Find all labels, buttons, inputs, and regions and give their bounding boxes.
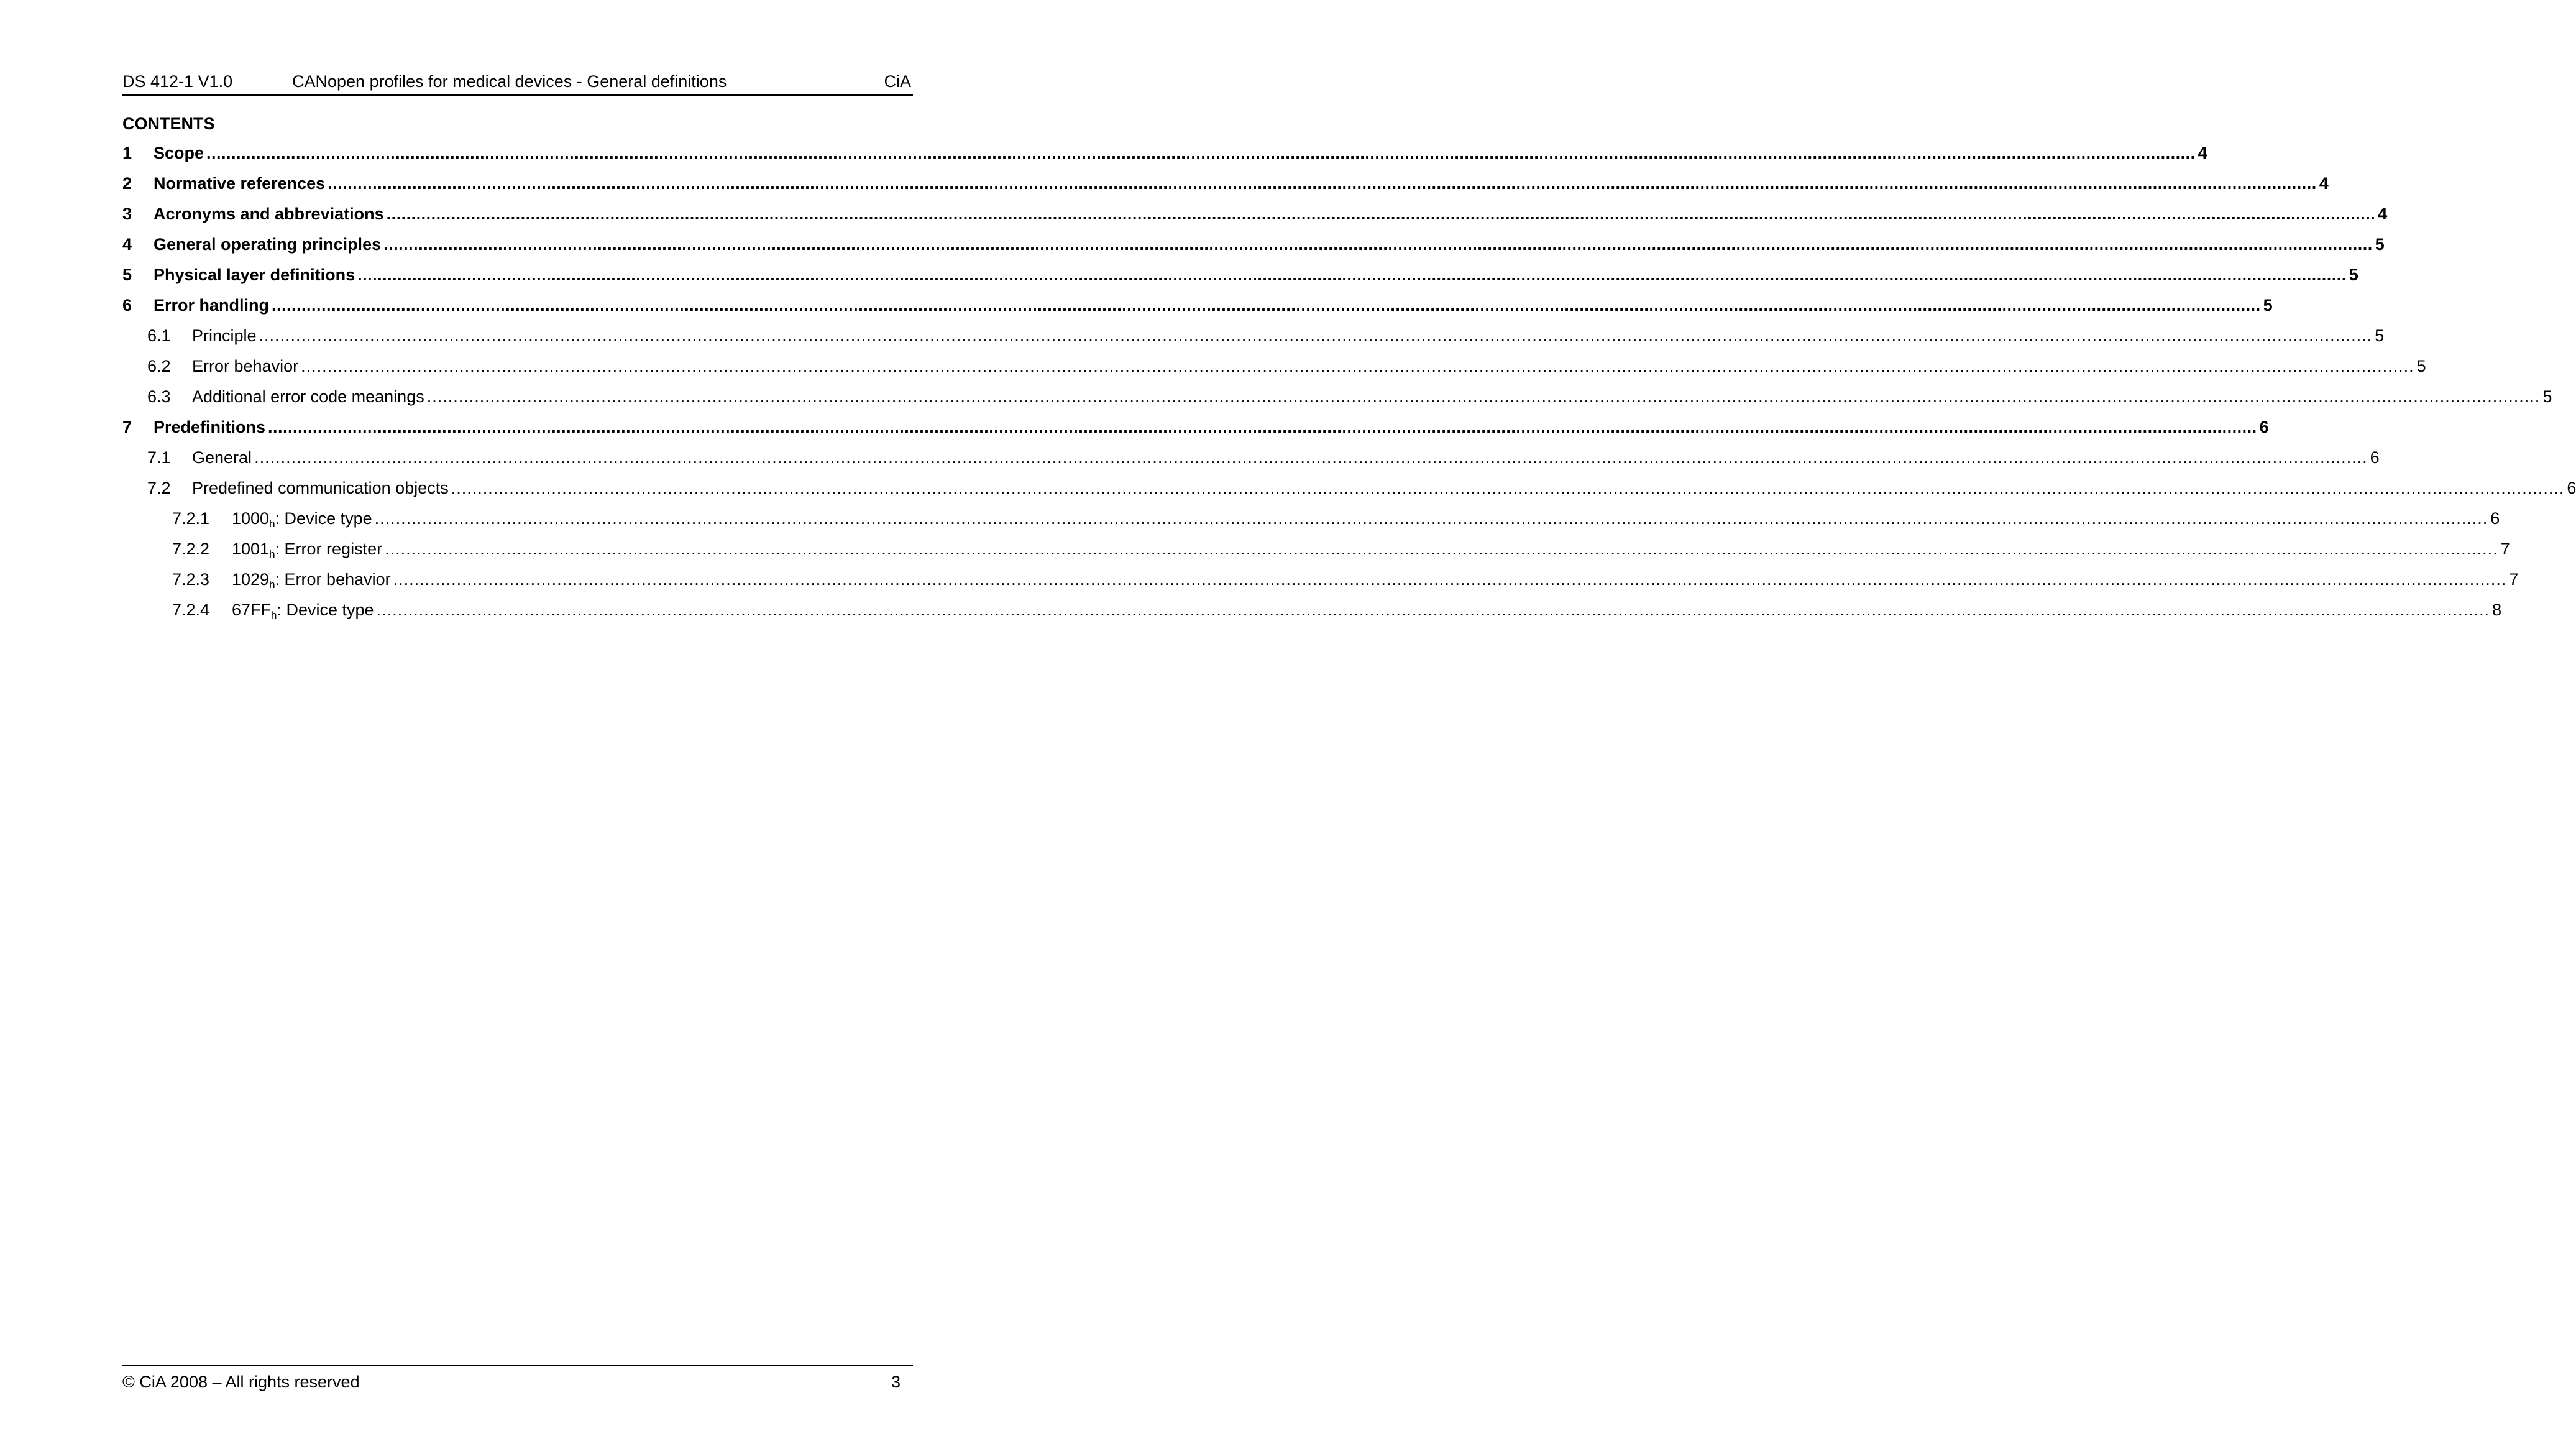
toc-entry-title — [154, 296, 269, 315]
toc-entry-number: 6.2 — [147, 357, 171, 375]
dot-leader: ................................................................................................................................................................................................................................................................................................................................................................................................................ — [328, 174, 2317, 193]
toc-entry[interactable] — [122, 595, 2502, 625]
toc-entry[interactable] — [122, 229, 2385, 260]
toc-entry-title-suffix: : Device type — [277, 600, 374, 619]
toc-entry-title-text: Predefined communication objects — [192, 479, 449, 497]
toc-entry-title — [232, 509, 372, 528]
toc-entry[interactable] — [122, 199, 2388, 229]
dot-leader: ................................................................................................................................................................................................................................................................................................................................................................................................................ — [376, 600, 2490, 619]
copyright-notice: © CiA 2008 – All rights reserved — [122, 1373, 360, 1391]
dot-leader: ................................................................................................................................................................................................................................................................................................................................................................................................................ — [374, 509, 2488, 528]
toc-entry-title-text: 1001 — [232, 540, 270, 558]
toc-entry-page: 6 — [2259, 418, 2269, 436]
toc-entry-number: 1 — [122, 144, 132, 162]
dot-leader: ................................................................................................................................................................................................................................................................................................................................................................................................................ — [451, 479, 2565, 497]
toc-entry-title — [192, 357, 298, 376]
toc-entry-page: 4 — [2319, 174, 2329, 193]
toc-entry-title — [154, 265, 355, 285]
toc-entry-number: 2 — [122, 174, 132, 193]
dot-leader: ................................................................................................................................................................................................................................................................................................................................................................................................................ — [426, 387, 2541, 406]
toc-entry-title-text: Normative references — [154, 174, 326, 193]
toc-entry-page: 6 — [2490, 509, 2500, 528]
toc-entry-title — [232, 600, 374, 620]
toc-entry-number: 7.2 — [147, 479, 171, 497]
toc-entry-number: 5 — [122, 265, 132, 284]
hex-subscript: h — [269, 579, 275, 591]
toc-entry-page: 6 — [2370, 448, 2380, 467]
dot-leader: ................................................................................................................................................................................................................................................................................................................................................................................................................ — [385, 540, 2498, 558]
document-title: CANopen profiles for medical devices - General definitions — [292, 72, 727, 91]
toc-entry-title-text: Scope — [154, 144, 204, 162]
toc-entry-title-suffix: : Error behavior — [275, 570, 391, 589]
toc-entry[interactable] — [122, 321, 2385, 351]
page-footer — [122, 1365, 913, 1397]
toc-entry-number: 3 — [122, 205, 132, 223]
toc-entry-title — [154, 144, 204, 163]
toc-entry-page: 5 — [2349, 265, 2358, 284]
table-of-contents — [122, 138, 2576, 625]
hex-subscript: h — [269, 518, 275, 530]
toc-entry[interactable] — [122, 504, 2500, 534]
toc-entry[interactable] — [122, 473, 2576, 504]
toc-entry-title-text: General — [192, 448, 252, 467]
toc-entry-title-text: 1029 — [232, 570, 270, 589]
toc-entry[interactable] — [122, 412, 2269, 443]
toc-entry-title — [154, 235, 381, 254]
toc-entry-title-text: Predefinitions — [154, 418, 266, 436]
toc-entry[interactable] — [122, 138, 2207, 168]
toc-entry-title-suffix: : Device type — [275, 509, 372, 528]
toc-entry-title-text: Physical layer definitions — [154, 265, 355, 284]
toc-entry-title — [154, 418, 265, 437]
organization-name: CiA — [884, 72, 911, 91]
hex-subscript: h — [271, 609, 277, 621]
page-number: 3 — [891, 1373, 901, 1391]
toc-entry[interactable] — [122, 351, 2426, 382]
toc-entry-number: 6.3 — [147, 387, 171, 406]
toc-entry-number: 7.2.1 — [172, 509, 210, 528]
toc-entry-page: 4 — [2378, 205, 2388, 223]
toc-entry[interactable] — [122, 564, 2519, 595]
dot-leader: ................................................................................................................................................................................................................................................................................................................................................................................................................ — [254, 448, 2368, 467]
toc-entry-page: 4 — [2198, 144, 2207, 162]
dot-leader: ................................................................................................................................................................................................................................................................................................................................................................................................................ — [357, 265, 2347, 284]
toc-entry[interactable] — [122, 534, 2510, 564]
dot-leader: ................................................................................................................................................................................................................................................................................................................................................................................................................ — [383, 235, 2373, 254]
dot-leader: ................................................................................................................................................................................................................................................................................................................................................................................................................ — [206, 144, 2196, 162]
toc-entry-title — [192, 387, 424, 407]
toc-entry-title — [232, 540, 382, 559]
hex-subscript: h — [269, 548, 275, 560]
toc-entry-page: 5 — [2375, 235, 2385, 254]
toc-entry-title-text: Error behavior — [192, 357, 299, 375]
toc-entry-page: 5 — [2542, 387, 2552, 406]
toc-entry[interactable] — [122, 168, 2329, 199]
toc-entry-page: 7 — [2509, 570, 2519, 589]
dot-leader: ................................................................................................................................................................................................................................................................................................................................................................................................................ — [268, 418, 2257, 436]
toc-entry-number: 4 — [122, 235, 132, 254]
toc-entry-title — [154, 205, 384, 224]
dot-leader: ................................................................................................................................................................................................................................................................................................................................................................................................................ — [259, 326, 2373, 345]
toc-entry-number: 6 — [122, 296, 132, 315]
toc-entry-title-text: Acronyms and abbreviations — [154, 205, 384, 223]
toc-entry-number: 7.1 — [147, 448, 171, 467]
document-id: DS 412-1 V1.0 — [122, 72, 233, 91]
dot-leader: ................................................................................................................................................................................................................................................................................................................................................................................................................ — [301, 357, 2414, 375]
toc-entry-page: 8 — [2492, 600, 2502, 619]
toc-entry-number: 7.2.2 — [172, 540, 210, 558]
toc-entry[interactable] — [122, 382, 2552, 412]
toc-entry-title — [192, 326, 257, 346]
toc-entry[interactable] — [122, 290, 2273, 321]
toc-entry-page: 5 — [2263, 296, 2273, 315]
toc-entry-page: 6 — [2567, 479, 2576, 497]
toc-entry-title — [192, 448, 252, 467]
toc-entry-title-text: General operating principles — [154, 235, 382, 254]
contents-heading: CONTENTS — [122, 114, 215, 133]
toc-entry-title-text: Principle — [192, 326, 257, 345]
toc-entry-page: 5 — [2416, 357, 2426, 375]
toc-entry-title-suffix: : Error register — [275, 540, 383, 558]
toc-entry-title-text: Error handling — [154, 296, 270, 315]
toc-entry-number: 6.1 — [147, 326, 171, 345]
toc-entry-number: 7.2.3 — [172, 570, 210, 589]
toc-entry-title-text: Additional error code meanings — [192, 387, 424, 406]
toc-entry[interactable] — [122, 443, 2380, 473]
toc-entry-page: 5 — [2375, 326, 2385, 345]
toc-entry-number: 7 — [122, 418, 132, 436]
toc-entry-title-text: 1000 — [232, 509, 270, 528]
toc-entry-title-text: 67FF — [232, 600, 272, 619]
toc-entry[interactable] — [122, 260, 2358, 290]
toc-entry-page: 7 — [2500, 540, 2510, 558]
page-header — [122, 70, 913, 96]
toc-entry-title — [192, 479, 449, 498]
toc-entry-title — [154, 174, 325, 193]
dot-leader: ................................................................................................................................................................................................................................................................................................................................................................................................................ — [393, 570, 2507, 589]
dot-leader: ................................................................................................................................................................................................................................................................................................................................................................................................................ — [386, 205, 2376, 223]
toc-entry-title — [232, 570, 391, 589]
dot-leader: ................................................................................................................................................................................................................................................................................................................................................................................................................ — [272, 296, 2261, 315]
toc-entry-number: 7.2.4 — [172, 600, 210, 619]
